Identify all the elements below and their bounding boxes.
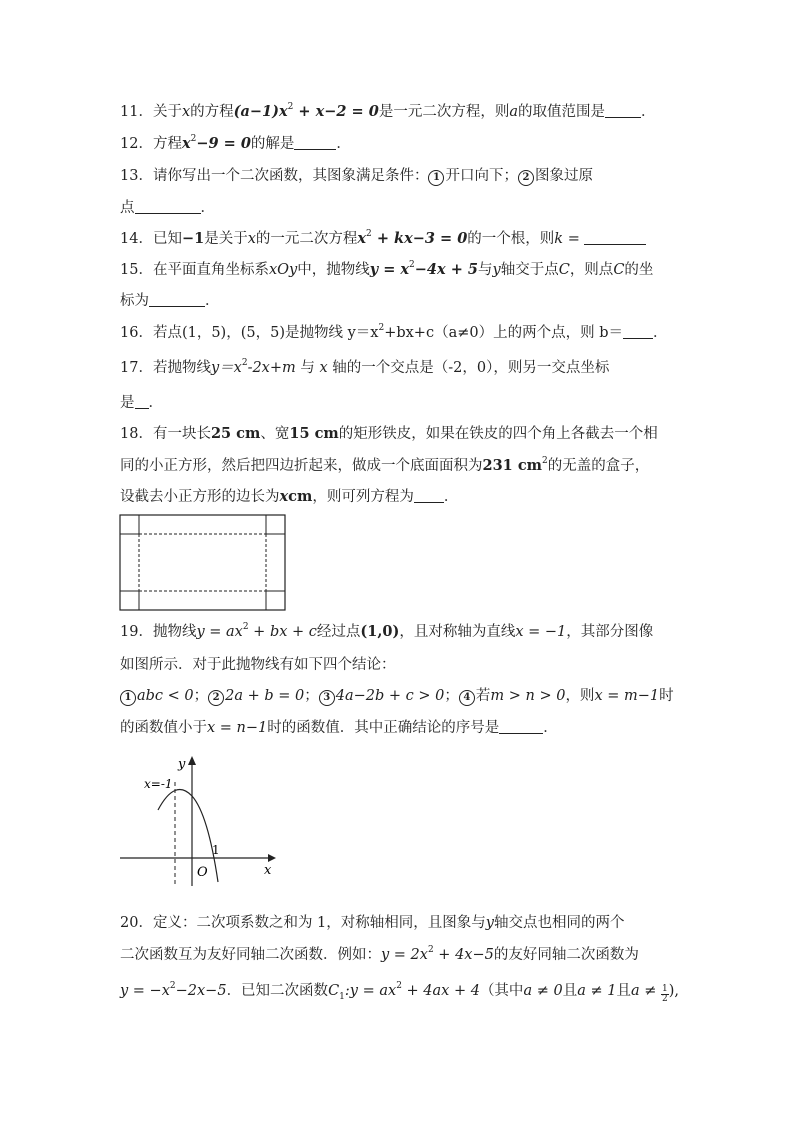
q13-text: 点	[120, 200, 135, 216]
q20-sup: 2	[427, 945, 434, 956]
q19-text: 抛物线	[152, 624, 197, 640]
circled-number-1: 1	[120, 690, 136, 706]
q15-text: 的坐	[624, 262, 654, 278]
q17-text: 与	[295, 360, 320, 376]
q19-point: (1,0)	[360, 623, 400, 640]
q11-var: a	[509, 104, 518, 120]
q19-text: 若	[475, 688, 491, 704]
q17-sup: 2	[241, 358, 248, 369]
fraction-denominator: 2	[661, 994, 668, 1004]
q15-text: 标为	[120, 293, 149, 309]
q12-end: ．	[336, 136, 351, 152]
question-19-line3	[120, 686, 680, 706]
q20-text: ),	[668, 983, 679, 999]
q16-number: 16．	[120, 325, 153, 341]
q20-condition: a ≠ 1	[577, 983, 617, 999]
question-18-line3	[120, 487, 680, 507]
parabola-curve	[158, 790, 218, 882]
q19-equation: x = n−1	[207, 720, 268, 736]
circled-number-1: 1	[428, 170, 444, 186]
question-19-line2	[120, 655, 680, 675]
q19-sep: ；	[444, 688, 459, 704]
circled-number-2: 2	[208, 690, 224, 706]
circled-number-3: 3	[319, 690, 335, 706]
q11-equation: + x−2 = 0	[293, 103, 379, 120]
q17-equation: -2x+m	[247, 360, 296, 376]
q16-sup: 2	[378, 323, 385, 334]
q18-text: 有一块长	[152, 426, 211, 442]
q14-text: 的一元二次方程	[255, 231, 358, 247]
q18-end: ．	[443, 489, 459, 505]
q14-number: 14．	[120, 231, 153, 247]
answer-blank[interactable]	[149, 292, 205, 307]
q18-text: 的无盖的盒子，	[547, 458, 650, 474]
question-18	[120, 424, 680, 444]
q15-var: C	[558, 262, 570, 278]
q15-text: 在平面直角坐标系	[152, 262, 269, 278]
question-18-line2	[120, 456, 680, 476]
q19-statement: 2a + b = 0	[225, 688, 305, 704]
q19-text: ，其部分图像	[566, 624, 654, 640]
circled-number-4: 4	[459, 690, 475, 706]
q20-sup: 2	[169, 981, 176, 992]
q11-number: 11．	[120, 104, 153, 120]
q12-equation: x	[181, 135, 191, 152]
q15-equation: −4x + 5	[414, 261, 478, 278]
q17-end: ．	[148, 395, 163, 411]
q15-var: xOy	[268, 262, 298, 278]
answer-blank[interactable]	[294, 135, 336, 150]
q11-text: 的方程	[190, 104, 234, 120]
q18-text: 、宽	[260, 426, 290, 442]
q20-equation: :y = ax	[344, 983, 397, 999]
q12-text: 的解是	[250, 136, 295, 152]
question-17-line2	[120, 393, 680, 413]
question-15-line2	[120, 291, 680, 311]
q20-number: 20．	[120, 915, 153, 931]
q13-text: 请你写出一个二次函数，其图象满足条件：	[152, 168, 429, 184]
q16-end: ．	[653, 325, 668, 341]
origin-label: O	[197, 865, 208, 880]
q18-text: 的矩形铁皮，如果在铁皮的四个角上各截去一个相	[338, 426, 658, 442]
q19-equation: x = −1	[515, 624, 567, 640]
q19-statement: abc < 0	[137, 688, 194, 704]
q20-condition: a ≠ 0	[523, 983, 563, 999]
parabola-graph	[118, 752, 283, 888]
question-14	[120, 229, 680, 249]
q11-end: ．	[641, 104, 656, 120]
answer-blank[interactable]	[414, 488, 444, 503]
q14-var: x	[247, 231, 256, 247]
q19-end: ．	[543, 720, 558, 736]
q13-text: 图象过原	[534, 168, 593, 184]
q18-number: 18．	[120, 426, 153, 442]
q14-value: −1	[181, 230, 205, 247]
question-20	[120, 913, 680, 933]
q20-text: 二次函数互为友好同轴二次函数．例如：	[120, 947, 381, 963]
q11-text: 是一元二次方程，则	[378, 104, 510, 120]
q20-text: 轴交点也相同的两个	[494, 915, 625, 931]
x-axis-label: x	[264, 863, 272, 878]
q19-sep: ；	[304, 688, 319, 704]
intercept-label: 1	[212, 843, 220, 857]
q17-equation: y＝x	[210, 360, 242, 376]
q20-text: 且	[616, 983, 631, 999]
q19-equation: y = ax	[196, 624, 243, 640]
q19-text: ，且对称轴为直线	[399, 624, 516, 640]
q15-text: 与	[478, 262, 493, 278]
y-axis-label: y	[178, 757, 186, 772]
q18-text: 设截去小正方形的边长为	[120, 489, 280, 505]
q14-text: 是关于	[204, 231, 248, 247]
q20-text: 定义：二次项系数之和为 1，对称轴相同，且图象与	[152, 915, 486, 931]
q11-var: x	[181, 104, 191, 120]
q12-equation: −9 = 0	[196, 135, 251, 152]
q20-condition: a ≠	[630, 983, 661, 999]
q20-sup: 2	[396, 981, 402, 992]
q20-text: 且	[562, 983, 578, 999]
question-13-line2	[120, 198, 680, 218]
q19-statement: x = m−1	[594, 688, 660, 704]
q11-text: 的取值范围是	[518, 104, 605, 120]
q20-equation: y = 2x	[381, 947, 428, 963]
question-13	[120, 166, 680, 186]
q17-text: 轴的一个交点是（-2，0），则另一交点坐标	[327, 360, 610, 376]
q16-text: 若点(1，5)，(5，5)是抛物线 y＝x	[152, 325, 379, 341]
question-20-line2	[120, 945, 680, 965]
q14-equation: + kx−3 = 0	[371, 230, 468, 247]
q13-end: ．	[200, 200, 215, 216]
q18-value: 231 cm	[482, 457, 542, 474]
question-17	[120, 358, 680, 378]
symmetry-axis-label: x=-1	[144, 777, 173, 791]
q11-equation: (a−1)x	[233, 103, 288, 120]
q15-sup: 2	[409, 260, 415, 271]
answer-blank[interactable]	[584, 230, 646, 245]
q14-equation: x	[357, 230, 367, 247]
q18-value: 15 cm	[289, 425, 339, 442]
q13-number: 13．	[120, 168, 153, 184]
q15-text: 轴交于点	[500, 262, 559, 278]
q15-text: 中，抛物线	[297, 262, 370, 278]
q20-equation: −2x−5	[175, 983, 227, 999]
circled-number-2: 2	[518, 170, 534, 186]
q19-sup: 2	[242, 622, 249, 633]
q20-text: （其中	[479, 983, 524, 999]
q20-equation: y = −x	[120, 983, 170, 999]
question-19	[120, 622, 680, 642]
q15-number: 15．	[120, 262, 153, 278]
q16-text: +bx+c（a≠0）上的两个点，则 b＝	[384, 325, 623, 341]
q17-text: 若抛物线	[152, 360, 211, 376]
q19-equation: + bx + c	[248, 624, 317, 640]
y-axis-arrow	[188, 756, 196, 765]
question-16	[120, 323, 680, 343]
fraction-half	[661, 985, 669, 1004]
q11-text: 关于	[152, 104, 182, 120]
question-12	[120, 134, 680, 154]
q18-text: 同的小正方形，然后把四边折起来，做成一个底面面积为	[120, 458, 483, 474]
q18-unit: cm	[288, 488, 313, 505]
q15-equation: y = x	[369, 261, 410, 278]
q13-text: 开口向下；	[445, 168, 518, 184]
q17-text: 是	[120, 395, 135, 411]
q18-var: x	[279, 488, 289, 505]
answer-blank[interactable]	[623, 324, 653, 339]
question-20-line3	[120, 981, 690, 1007]
q20-text: ．已知二次函数	[226, 983, 329, 999]
q12-sup: 2	[190, 134, 197, 145]
q19-text: 经过点	[316, 624, 361, 640]
q20-var: y	[485, 915, 494, 931]
q18-sup: 2	[542, 456, 548, 467]
answer-blank[interactable]	[135, 394, 149, 409]
q19-text: 时	[659, 688, 674, 704]
answer-blank[interactable]	[135, 199, 201, 214]
q19-text: 如图所示．对于此抛物线有如下四个结论：	[120, 657, 396, 673]
q12-number: 12．	[120, 136, 153, 152]
q20-equation: + 4x−5	[433, 947, 494, 963]
q17-var: x	[319, 360, 328, 376]
q20-text: 的友好同轴二次函数为	[493, 947, 639, 963]
q19-text: 的函数值小于	[120, 720, 207, 736]
q17-number: 17．	[120, 360, 153, 376]
q19-text: ，则	[565, 688, 595, 704]
q18-value: 25 cm	[210, 425, 261, 442]
q20-sub: 1	[339, 991, 345, 1002]
q15-end: ．	[205, 293, 220, 309]
q20-equation: + 4ax + 4	[401, 983, 480, 999]
q19-text: 时的函数值．其中正确结论的序号是	[267, 720, 500, 736]
q15-var: y	[492, 262, 501, 278]
q18-text: ，则可列方程为	[312, 489, 414, 505]
q19-statement: 4a−2b + c > 0	[335, 688, 445, 704]
q20-var: C	[328, 983, 340, 999]
q19-sep: ；	[193, 688, 209, 704]
x-axis-arrow	[268, 854, 276, 862]
q14-var: k =	[554, 231, 585, 247]
q19-statement: m > n > 0	[490, 688, 566, 704]
q11-sup: 2	[287, 102, 294, 113]
sheet-diagram	[119, 514, 287, 612]
q14-text: 已知	[152, 231, 182, 247]
answer-blank[interactable]	[499, 719, 543, 734]
question-11	[120, 102, 680, 122]
fraction-numerator: 1	[661, 984, 668, 994]
q12-text: 方程	[152, 136, 182, 152]
q15-text: ，则点	[569, 262, 614, 278]
q15-var: C	[613, 262, 625, 278]
question-15	[120, 260, 680, 280]
answer-blank[interactable]	[605, 103, 641, 118]
question-19-line4	[120, 718, 680, 738]
q14-text: 的一个根，则	[467, 231, 555, 247]
q14-sup: 2	[366, 229, 372, 240]
q19-number: 19．	[120, 624, 153, 640]
